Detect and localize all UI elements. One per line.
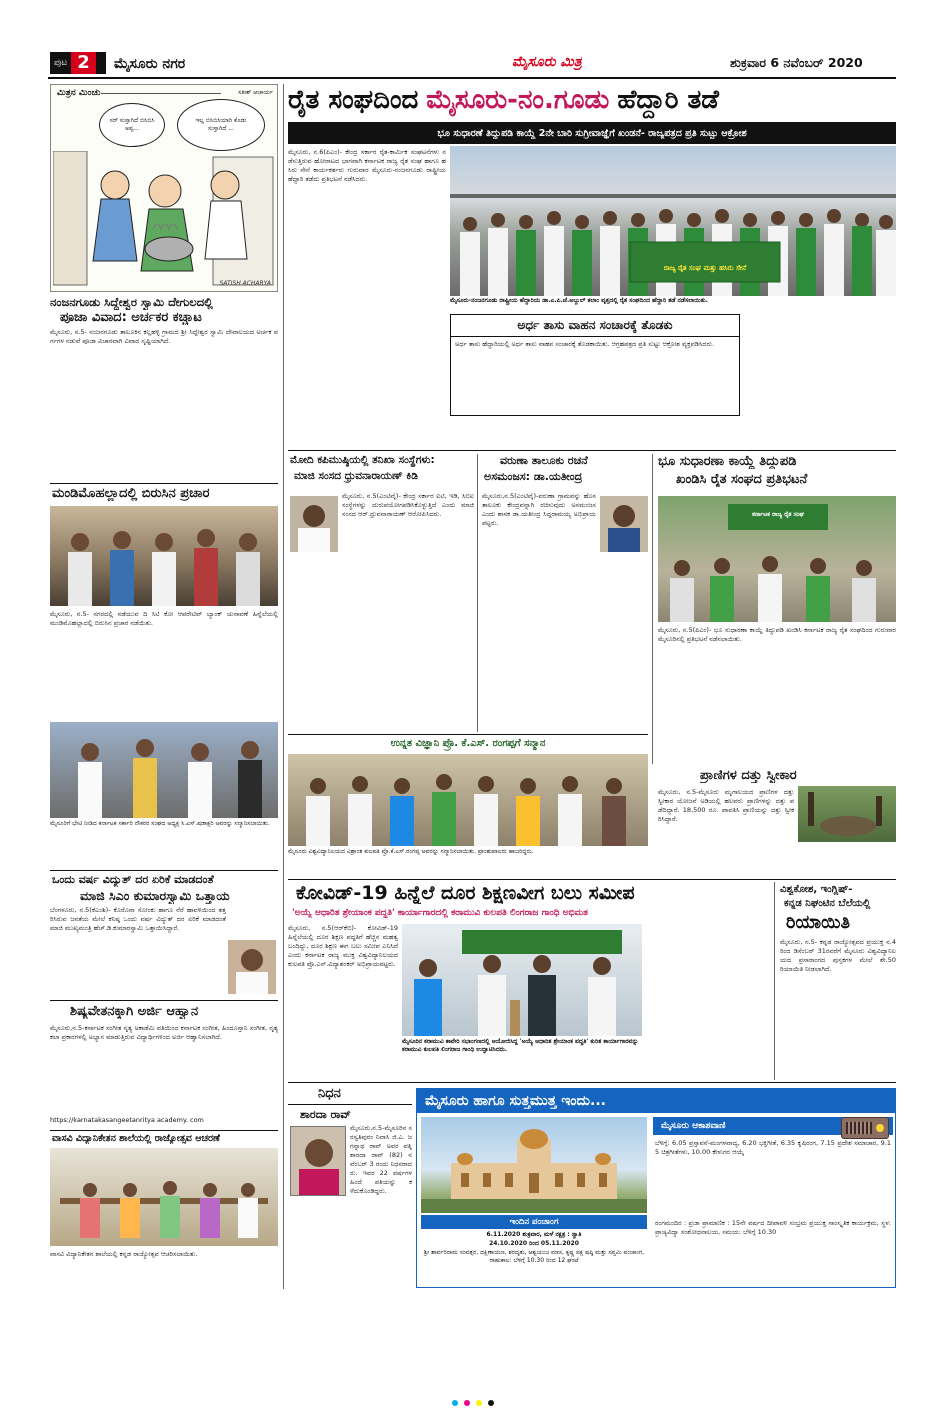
land-body [658,626,896,764]
vasavi-figures [50,1148,278,1246]
events-body-lead: ರಂಗಮಂದಿರ : ಪ್ರಜಾ ಪ್ರಾಮಾಣಿಕ : 15ನೇ ವರ್ಷದ ದೀಪಾವಳಿ ಸಂಭ್ರಮ ಪ್ರಯುಕ್ತ ಸಾಂಸ್ಕೃತಿಕ ಕಾರ್ಯಕ್ರಮ, ಸ್ಥಳ: ಪ್ರಾಚ್ಯವಿದ್ಯಾ ಸಂಶೋಧನಾಲಯ, ಸಮಯ: ಬೆಳಿಗ್ಗೆ 10.30 [655,1219,891,1236]
kannada-headline-1: ವಿಶ್ವಕೋಶ, ಇಂಗ್ಲಿಷ್- [780,884,853,895]
panchanga-title: ಇಂದಿನ ಪಂಚಾಂಗ [509,1217,559,1227]
modi-headline-2: ಮಾಜಿ ಸಂಸದ ಧ್ರುವನಾರಾಯಣ್ ಕಿಡಿ [294,470,418,482]
animals-photo [798,786,896,842]
panchanga-title-bar [421,1215,647,1229]
modi-body-lead: ಮೈಸೂರು, ನ.5(ಎಂಟಿವೈ)- ಕೇಂದ್ರ ಸರ್ಕಾರ ಐಟಿ, ಇಡಿ, ಸಿಬಿಐ ಸಂಸ್ಥೆಗಳನ್ನು ದುರುಪಯೋಗಪಡಿಸಿಕೊಳ್ಳುತ್ತಿದೆ ಎಂದು ಮಾಜಿ ಸಂಸದ ಆರ್.ಧ್ರುವನಾರಾಯಣ್ ಆರೋಪಿಸಿದರು. [342,492,474,518]
scholar-url[interactable]: https://karnatakasangeetanritya academy. com [50,1116,204,1124]
today-header [417,1089,895,1113]
vasavi-headline: ವಾಸವಿ ವಿದ್ಯಾನಿಕೇತನ ಶಾಲೆಯಲ್ಲಿ ರಾಜ್ಯೋತ್ಸವ ಆಚರಣೆ [52,1133,220,1144]
rule-below-lead [288,450,896,451]
radio-body-lead: ಬೆಳಿಗ್ಗೆ: 6.05 ಪ್ರಸ್ತಾವನೆ-ಮಂಗಳವಾದ್ಯ, 6.20 ಭಕ್ತಿಗೀತೆ, 6.35 ಕೃಷಿರಂಗ, 7.15 ಪ್ರದೇಶ ಸಮಾಚಾರ, 9.15 ಚಿತ್ರಗೀತೆಗಳು, 10.00 ಕೇಳುಗರ ಆಯ್ಕೆ [655,1139,891,1156]
kannada-headline-2: ಕನ್ನಡ ನಿಘಂಟಿನ ಬೆಲೆಯಲ್ಲಿ [784,898,871,909]
masthead-rule [48,77,896,79]
temple-body-lead: ಮೈಸೂರು, ನ.5- ನಂಜನಗೂಡು ತಾಲೂಕಿನ ಕಲ್ಲಹಳ್ಳಿ ಗ್ರಾಮದ ಶ್ರೀ ಸಿದ್ದೇಶ್ವರ ಸ್ವಾಮಿ ದೇವಾಲಯದ ಅರ್ಚಕ ವರ್ಗಗಳ ನಡುವೆ ಪೂಜಾ ವಿಚಾರವಾಗಿ ವಿವಾದ ಸೃಷ್ಟಿಯಾಗಿದೆ. [50,328,278,345]
lead-photo-caption: ಮೈಸೂರು-ನಂಜನಗೂಡು ರಾಷ್ಟ್ರೀಯ ಹೆದ್ದಾರಿಯ ಡಾ.ಎ.ಪಿ.ಜೆ.ಅಬ್ದುಲ್ ಕಲಾಂ ವೃತ್ತದಲ್ಲಿ ರೈತ ಸಂಘದಿಂದ ಹೆದ್ದಾರಿ ತಡೆ ನಡೆಸಲಾಯಿತು. [450,297,708,304]
page-number: 2 [71,52,96,74]
obituary-body-lead: ಮೈಸೂರು,ನ.5-ಮೈಸೂರಿನ ಸರಸ್ವತಿಪುರಂ ನಿವಾಸಿ ಜಿ.ಎ. ಜಗನ್ನಾಥ ರಾವ್ ಅವರ ಪತ್ನಿ ಶಾರದಾ ರಾವ್ (82) ನವೆಂಬರ್ 3 ರಂದು ನಿಧನರಾದರು. ಇವರ 22 ವರ್ಷಗಳ ಹಿಂದೆ ಪತಿಯನ್ನು ಕಳೆದುಕೊಂಡಿದ್ದರು. [350,1124,412,1195]
obituary-figure [291,1127,346,1196]
cartoon-signature: SATISH ACHARYA [219,280,271,287]
half-hour-box [450,314,740,416]
lead-banner-text: ರಾಜ್ಯ ರೈತ ಸಂಘ ಮತ್ತು ಹಸಿರು ಸೇನೆ [663,264,747,272]
honour-photo-figures [288,754,648,846]
temple-headline-2: ಪೂಜಾ ವಿವಾದ: ಅರ್ಚಕರ ಕಚ್ಚಾಟ [60,310,202,325]
animals-body-right [798,844,896,878]
land-headline-1: ಭೂ ಸುಧಾರಣಾ ಕಾಯ್ದೆ ತಿದ್ದುಪಡಿ [658,454,797,469]
cartoon-title: ಮಿತ್ರನ ಮಿಂಚು [57,88,101,98]
varuna-body [482,492,596,732]
covid-headline: ಕೋವಿಡ್-19 ಹಿನ್ನೆಲೆ ದೂರ ಶಿಕ್ಷಣವೀಗ ಬಲು ಸಮೀಪ [296,882,635,904]
honour-small-photo [50,722,278,818]
color-registration-bar [0,1400,945,1410]
biruse-body [50,610,278,720]
lead-headline [288,80,896,120]
today-box [416,1088,896,1288]
power-headline-1: ಒಂದು ವರ್ಷ ವಿದ್ಯುತ್ ದರ ಏರಿಕೆ ಮಾಡದಂತೆ [52,873,214,886]
land-sign-text: ಕರ್ನಾಟಕ ರಾಜ್ಯ ರೈತ ಸಂಘ [752,511,804,518]
rule-biruse [50,483,278,484]
lead-headline-part3: ಹೆದ್ದಾರಿ ತಡೆ [617,84,719,115]
modi-headline-1: ಮೋದಿ ಕಪಿಮುಷ್ಠಿಯಲ್ಲಿ ತನಿಖಾ ಸಂಸ್ಥೆಗಳು: [290,454,435,466]
rule-obituary [288,1104,412,1105]
speech-bubble-left [99,103,165,147]
palace-photo [421,1117,647,1213]
covid-photo-scene [402,924,642,1036]
scholar-headline: ಶಿಷ್ಯವೇತನಕ್ಕಾಗಿ ಅರ್ಜಿ ಆಹ್ವಾನ [70,1004,199,1019]
temple-headline-1: ನಂಜನಗೂಡು ಸಿದ್ದೇಶ್ವರ ಸ್ವಾಮಿ ದೇಗುಲದಲ್ಲಿ [50,295,213,309]
biruse-photo-figures [50,506,278,606]
land-body-lead: ಮೈಸೂರು, ನ.5(ಪಿಎಂ)- ಭೂ ಸುಧಾರಣಾ ಕಾಯ್ದೆ ತಿದ್ದುಪಡಿ ಖಂಡಿಸಿ ಕರ್ನಾಟಕ ರಾಜ್ಯ ರೈತ ಸಂಘದಿಂದ ಗುರುವಾರ ಮೈಸೂರಿನಲ್ಲಿ ಪ್ರತಿಭಟನೆ ನಡೆಸಲಾಯಿತು. [658,626,896,643]
speech-bubble-right [177,99,265,151]
rule-varuna [477,454,478,732]
obituary-name: ಶಾರದಾ ರಾವ್ [300,1108,351,1121]
reg-dot-magenta [464,1400,470,1406]
lead-body-lead: ಮೈಸೂರು, ನ.6(ಪಿಎಂ)- ಕೇಂದ್ರ ಸರ್ಕಾರ ರೈತ-ಕಾರ್ಮಿಕ ಸಂಘಟನೆಗಳು ನಡೆಸುತ್ತಿರುವ ಹೋರಾಟದ ಭಾಗವಾಗಿ ಕರ್ನಾಟಕ ರಾಜ್ಯ ರೈತ ಸಂಘ ಹಾಗೂ ಹಸಿರು ಸೇನೆ ಕಾರ್ಯಕರ್ತರು ಗುರುವಾರ ಮೈಸೂರು-ನಂಜನಗೂಡು ರಾಷ್ಟ್ರೀಯ ಹೆದ್ದಾರಿ ತಡೆದು ಪ್ರತಿಭಟನೆ ನಡೆಸಿದರು. [288,148,446,183]
half-hour-body-lead: ಅರ್ಧ ತಾಸು ಹೆದ್ದಾರಿಯಲ್ಲಿ ಅರ್ಧ ತಾಸು ವಾಹನ ಸಂಚಾರಕ್ಕೆ ತೊಡಕಾಯಿತು. ಆಗ್ರಹಪತ್ರದ ಪ್ರತಿ ಸುಟ್ಟು ಆಕ್ರೋಶ ವ್ಯಕ್ತಪಡಿಸಿದರು. [455,340,715,348]
vasavi-body-lead: ವಾಸವಿ ವಿದ್ಯಾನಿಕೇತನ ಶಾಲೆಯಲ್ಲಿ ಕನ್ನಡ ರಾಜ್ಯೋತ್ಸವ ಆಚರಿಸಲಾಯಿತು. [50,1250,198,1258]
covid-caption: ಮೈಸೂರಿನ ಕರಾಮುವಿ ಕಾವೇರಿ ಸಭಾಂಗಣದಲ್ಲಿ ಆಯೋಜಿಸಿದ್ದ 'ಅಯ್ಯೆ ಆಧಾರಿತ ಶ್ರೇಯಾಂಕ ಪದ್ಧತಿ' ಕುರಿತ ಕಾರ್ಯಾಗಾರವನ್ನು ಕರಾಮುವಿ ಕುಲಪತಿ ಲಿಂಗರಾಜ ಗಾಂಧಿ ಉದ್ಘಾಟಿಸಿದರು. [402,1038,639,1053]
biruse-body-lead: ಮೈಸೂರು, ನ.5- ನಗರದಲ್ಲಿ ನಡೆಯುವ ದಿ ಸಿಟಿ ಕೋ ಆಪರೇಟಿವ್ ಬ್ಯಾಂಕ್ ಚುನಾವಣೆ ಹಿನ್ನೆಲೆಯಲ್ಲಿ ಮಂಡಿಮೊಹಲ್ಲಾದಲ್ಲಿ ಬಿರುಸಿನ ಪ್ರಚಾರ ನಡೆಯಿತು. [50,610,278,627]
dhruvanarayan-figure [290,496,338,552]
temple-body [50,328,278,480]
cartoon-illustration [53,151,275,289]
bubble-left-text: ಸರ್ ಸುಸ್ತಾಗಿದೆ ಬಿಸಿಬಿಸಿ ಅಪ್ಪ... [109,117,155,132]
section-title: ಮೈಸೂರು ನಗರ [114,56,186,72]
kannada-body [780,938,896,1080]
radio-icon-dial [876,1124,884,1132]
reg-dot-yellow [476,1400,482,1406]
issue-date: ಶುಕ್ರವಾರ 6 ನವೆಂಬರ್ 2020 [730,55,863,70]
obituary-section-title: ನಿಧನ [318,1086,341,1101]
radio-icon [841,1117,889,1139]
power-body-lead: ಬೆಂಗಳೂರು, ನ.5(ಕೆಎಂಶಿ)- ಕೊರೊನಾ ಸೋಂಕು ಹಾಗೂ ನೆರೆ ಹಾವಳಿಯಿಂದ ತತ್ತರಿಸಿರುವ ಜನತೆಯ ಮೇಲೆ ಕನಿಷ್ಠ ಒಂದು ವರ್ಷ ವಿದ್ಯುತ್ ದರ ಏರಿಕೆ ಮಾಡದಂತೆ ಮಾಜಿ ಮುಖ್ಯಮಂತ್ರಿ ಹೆಚ್.ಡಿ.ಕುಮಾರಸ್ವಾಮಿ ಒತ್ತಾಯಿಸಿದ್ದಾರೆ. [50,906,226,932]
scholar-body [50,1024,278,1114]
biruse-headline: ಮಂಡಿಮೊಹಲ್ಲಾದಲ್ಲಿ ಬಿರುಸಿನ ಪ್ರಚಾರ [52,486,210,501]
cartoon-box [50,84,278,292]
covid-body-lead: ಮೈಸೂರು, ನ.5(ಆರ್‌ಕೆಬಿ)- ಕೋವಿಡ್-19 ಹಿನ್ನೆಲೆಯಲ್ಲಿ ದೂರ ಶಿಕ್ಷಣ ಪದ್ಧತಿಗೆ ಹೆಚ್ಚಿನ ಮಹತ್ವ ಬಂದಿದ್ದು, ದೂರ ಶಿಕ್ಷಣ ಈಗ ಬಲು ಸಮೀಪ ಎನಿಸಿದೆ ಎಂದು ಕರ್ನಾಟಕ ರಾಜ್ಯ ಮುಕ್ತ ವಿಶ್ವವಿದ್ಯಾನಿಲಯದ ಕುಲಪತಿ ಪ್ರೊ.ಎಸ್.ವಿದ್ಯಾಶಂಕರ್ ಅಭಿಪ್ರಾಯಪಟ್ಟರು. [288,924,398,968]
half-hour-body [455,340,735,414]
vasavi-body [50,1250,278,1286]
palace-illustration [421,1117,647,1213]
bubble-right-text: ಇಲ್ಲ ಬಿಸಿಬಿಸಿಯಾಗಿ ಕೊಡು ಸುಸ್ತಾಗಿದೆ ... [195,117,247,132]
honour-headline-bar [288,734,648,752]
kumaraswamy-photo [228,940,276,994]
honour-caption: ಮೈಸೂರು ವಿಶ್ವವಿದ್ಯಾನಿಲಯದ ವಿಶ್ರಾಂತ ಕುಲಪತಿ ಪ್ರೊ.ಕೆ.ಎಸ್.ರಂಗಪ್ಪ ಅವರನ್ನು ಸನ್ಮಾನಿಸಲಾಯಿತು. ಪ್ರಾಂಶುಪಾಲರು ಹಾಜರಿದ್ದರು. [288,848,534,855]
obituary-photo [290,1126,346,1196]
obituary-body [350,1124,412,1200]
paper-name: ಮೈಸೂರು ಮಿತ್ರ [512,54,582,70]
varuna-headline-2: ಅಸಮಂಜಸ: ಡಾ.ಯತೀಂದ್ರ [484,470,583,483]
covid-body-col2 [288,1036,398,1080]
cartoon-artist: ಸತೀಶ್ ಆಚಾರ್ಯ [238,89,273,96]
lead-photo [450,146,896,296]
covid-subhead: 'ಅಯ್ಯೆ ಆಧಾರಿತ ಶ್ರೇಯಾಂಕ ಪದ್ಧತಿ' ಕಾರ್ಯಾಗಾರದಲ್ಲಿ ಕರಾಮುವಿ ಕುಲಪತಿ ಲಿಂಗರಾಜ ಗಾಂಧಿ ಅಭಿಮತ [292,908,588,918]
animals-headline: ಪ್ರಾಣಿಗಳ ದತ್ತು ಸ್ವೀಕಾರ [700,768,797,783]
lead-body-right [744,314,896,448]
kannada-headline-3: ರಿಯಾಯಿತಿ [786,912,851,933]
today-heading: ಮೈಸೂರು ಹಾಗೂ ಸುತ್ತಮುತ್ತ ಇಂದು... [425,1093,606,1109]
lead-body-cont [288,312,446,412]
covid-body-col3 [646,924,770,1080]
rule-above-covid [288,879,896,880]
rule-above-bottom [288,1082,896,1083]
reg-dot-black [488,1400,494,1406]
animals-body-lead: ಮೈಸೂರು, ನ.5-ಮೈಸೂರು ಮೃಗಾಲಯದ ಪ್ರಾಣಿಗಳ ದತ್ತು ಸ್ವೀಕಾರ ಯೋಜನೆ ಅಡಿಯಲ್ಲಿ ಹಲವರು ಪ್ರಾಣಿಗಳನ್ನು ದತ್ತು ಪಡೆದಿದ್ದಾರೆ. 18,500 ರೂ. ಪಾವತಿಸಿ ಪ್ರಾಣಿಯನ್ನು ದತ್ತು ಸ್ವೀಕರಿಸಿದ್ದಾರೆ. [658,788,794,823]
power-headline-2: ಮಾಜಿ ಸಿಎಂ ಕುಮಾರಸ್ವಾಮಿ ಒತ್ತಾಯ [80,888,230,903]
reg-dot-cyan [452,1400,458,1406]
rule-scholar [50,1000,278,1001]
biruse-caption: ಮೈಸೂರಿಗೆ ಭೇಟಿ ನೀಡಿದ ಕರ್ನಾಟಕ ಸರ್ಕಾರಿ ನೌಕರರ ಸಂಘದ ಅಧ್ಯಕ್ಷ ಸಿ.ಎಸ್.ಷಡಾಕ್ಷರಿ ಅವರನ್ನು ಸನ್ಮಾನಿಸಲಾಯಿತು. [50,820,270,827]
scholar-body-lead: ಮೈಸೂರು,ನ.5-ಕರ್ನಾಟಕ ಸಂಗೀತ ನೃತ್ಯ ಅಕಾಡೆಮಿ ವತಿಯಿಂದ ಕರ್ನಾಟಕ ಸಂಗೀತ, ಹಿಂದೂಸ್ತಾನಿ ಸಂಗೀತ, ನೃತ್ಯ ಕಲಾ ಪ್ರಕಾರಗಳಲ್ಲಿ ಅಭ್ಯಾಸ ಮಾಡುತ್ತಿರುವ ವಿದ್ಯಾರ್ಥಿಗಳಿಂದ ಅರ್ಜಿ ಆಹ್ವಾನಿಸಲಾಗಿದೆ. [50,1024,278,1041]
animals-body [658,788,794,878]
column-separator-left [283,84,284,1289]
lead-subhead: ಭೂ ಸುಧಾರಣೆ ತಿದ್ದುಪಡಿ ಕಾಯ್ದೆ 2ನೇ ಬಾರಿ ಸುಗ್ರೀವಾಜ್ಞೆಗೆ ಖಂಡನೆ- ರಾಜ್ಯಪತ್ರದ ಪ್ರತಿ ಸುಟ್ಟು ಆಕ್ರೋಶ [437,127,747,139]
page-label: ಪುಟ [54,58,68,68]
half-hour-headline-text: ಅರ್ಧ ತಾಸು ವಾಹನ ಸಂಚಾರಕ್ಕೆ ತೊಡಕು [517,318,673,332]
dhruvanarayan-photo [290,496,338,552]
radio-title: ಮೈಸೂರು ಆಕಾಶವಾಣಿ [661,1121,726,1131]
biruse-photo [50,506,278,606]
honour-small-figures [50,722,278,818]
panchanga-body: ಶ್ರೀ ಶಾರ್ವರಿನಾಮ ಸಂವತ್ಸರ, ದಕ್ಷಿಣಾಯಣ, ಶರದೃತು, ಆಶ್ವಯುಜ ಮಾಸ, ಕೃಷ್ಣ ಪಕ್ಷ ಷಷ್ಠಿ ಮತ್ತು ಸಪ್ತಮಿ ಪಂಚಾಂಗ, ರಾಹುಕಾಲ: ಬೆಳಿಗ್ಗೆ 10.30 ರಿಂದ 12 ಘಂಟೆ [423,1249,645,1264]
vasavi-photo [50,1148,278,1246]
land-headline-2: ಖಂಡಿಸಿ ರೈತ ಸಂಘದ ಪ್ರತಿಭಟನೆ [676,472,808,487]
lead-photo-crowd [450,146,896,296]
honour-photo [288,754,648,846]
covid-photo [402,924,642,1036]
rule-vasavi [50,1130,278,1131]
varuna-body-lead: ಮೈಸೂರು,ನ.5(ಎಂಟಿವೈ)-ವರುಣಾ ಗ್ರಾಮವನ್ನು ಹೊಸ ತಾಲೂಕು ಕೇಂದ್ರವನ್ನಾಗಿ ರಚಿಸುವುದು ಅಸಮಂಜಸ ಎಂದು ಶಾಸಕ ಡಾ.ಯತೀಂದ್ರ ಸಿದ್ದರಾಮಯ್ಯ ಅಭಿಪ್ರಾಯಪಟ್ಟರು. [482,492,596,527]
page-badge [50,52,106,74]
covid-body-bottom [402,1066,642,1080]
lead-body-bottom [450,420,740,448]
cartoon-rule [101,93,221,94]
modi-body [342,492,474,732]
covid-body-col1 [288,924,398,1034]
lead-headline-part2: ಮೈಸೂರು-ನಂ.ಗೂಡು [426,84,610,115]
varuna-headline-1: ವರುಣಾ ತಾಲೂಕು ರಚನೆ [500,454,588,467]
lead-headline-part1: ರೈತ ಸಂಘದಿಂದ [288,84,419,115]
lead-body [288,148,446,308]
rule-kannada [774,882,775,1080]
honour-headline: ಉನ್ನತ ವಿಜ್ಞಾನಿ ಪ್ರೊ. ಕೆ.ಎಸ್. ರಂಗಪ್ಪಗೆ ಸನ್ಮಾನ [390,738,546,749]
kumaraswamy-figure [228,940,276,994]
land-photo [658,496,896,622]
rule-power [50,870,278,871]
panchanga-line2: 24.10.2020 ರಿಂದ 05.11.2020 [489,1240,579,1247]
obituary-body-cont [290,1200,412,1286]
events-body [655,1219,891,1285]
yathindra-photo [600,496,648,552]
radio-body [655,1139,891,1215]
radio-icon-grille [846,1122,872,1134]
kannada-body-lead: ಮೈಸೂರು, ನ.5- ಕನ್ನಡ ರಾಜ್ಯೋತ್ಸವದ ಪ್ರಯುಕ್ತ ನ.4ರಿಂದ ಡಿಸೆಂಬರ್ 31ರವರೆಗೆ ಮೈಸೂರು ವಿಶ್ವವಿದ್ಯಾನಿಲಯದ ಪ್ರಸಾರಾಂಗದ ಪುಸ್ತಕಗಳ ಮೇಲೆ ಶೇ.50 ರಿಯಾಯಿತಿ ನೀಡಲಾಗಿದೆ. [780,938,896,973]
power-body [50,906,226,998]
half-hour-headline [451,315,739,337]
yathindra-figure [600,496,648,552]
panchanga-line1: 6.11.2020 ಶುಕ್ರವಾರ, ಮಳೆ ನಕ್ಷತ್ರ : ಸ್ವಾತಿ [486,1231,582,1238]
masthead [0,48,945,76]
lead-subhead-bar [288,122,896,144]
rule-land [652,454,653,764]
animals-photo-scene [798,786,896,842]
